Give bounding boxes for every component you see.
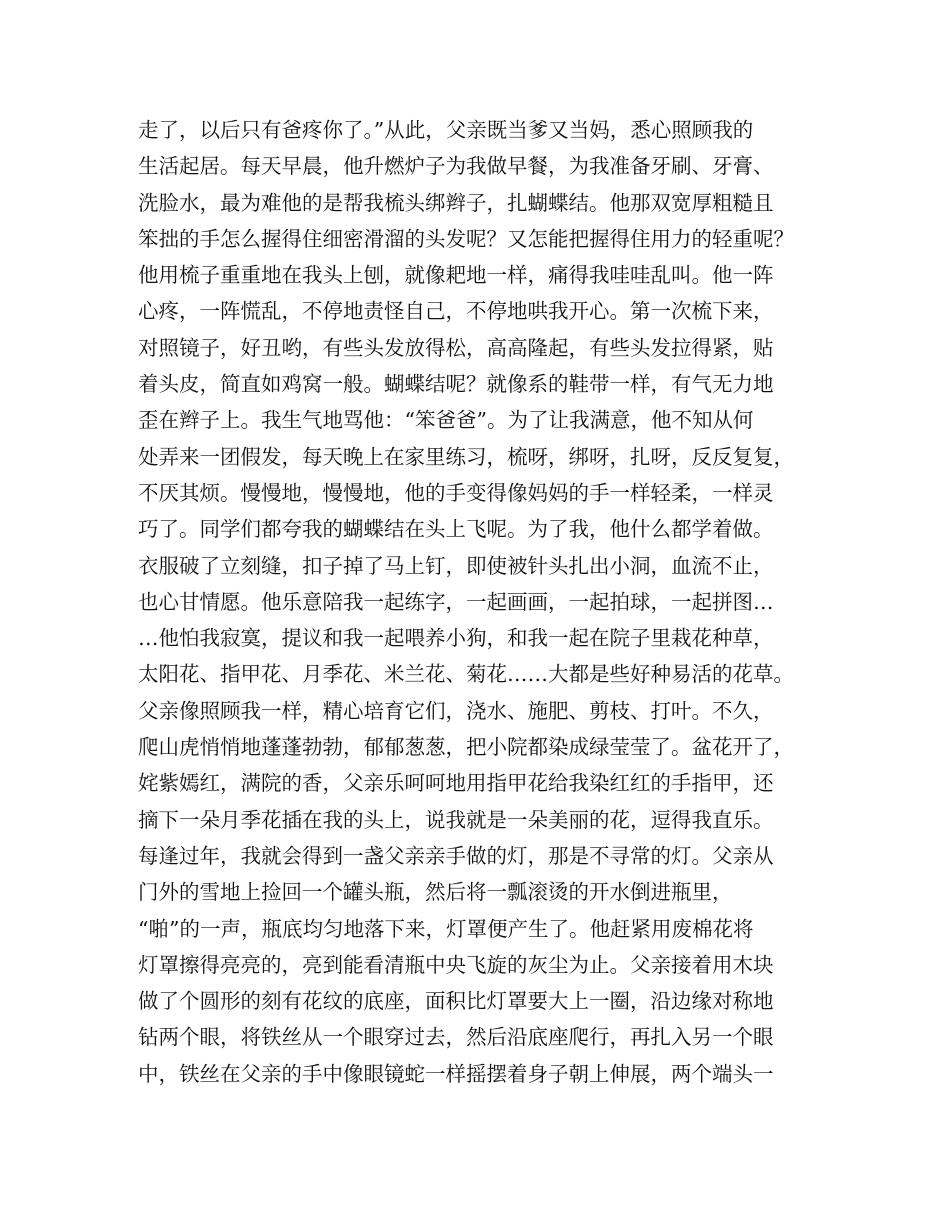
text-line-17: 父亲像照顾我一样，精心培育它们，浇水、施肥、剪枝、打叶。不久， (138, 698, 774, 723)
text-line-27: 中，铁丝在父亲的手中像眼镜蛇一样摇摆着身子朝上伸展，两个端头一 (138, 1061, 774, 1086)
text-line-19: 姹紫嫣红，满院的香，父亲乐呵呵地用指甲花给我染红红的手指甲，还 (138, 771, 774, 796)
text-line-26: 钻两个眼，将铁丝从一个眼穿过去，然后沿底座爬行，再扎入另一个眼 (138, 1025, 774, 1050)
text-line-3: 洗脸水，最为难他的是帮我梳头绑辫子，扎蝴蝶结。他那双宽厚粗糙且 (138, 190, 774, 215)
text-line-20: 摘下一朵月季花插在我的头上，说我就是一朵美丽的花，逗得我直乐。 (138, 807, 774, 832)
text-line-4: 笨拙的手怎么握得住细密滑溜的头发呢？又怎能把握得住用力的轻重呢？ (138, 226, 794, 251)
text-line-10: 处弄来一团假发，每天晚上在家里练习，梳呀，绑呀，扎呀，反反复复， (138, 444, 794, 469)
text-line-23: “啪”的一声，瓶底均匀地落下来，灯罩便产生了。他赶紧用废棉花将 (138, 916, 754, 941)
text-line-22: 门外的雪地上捡回一个罐头瓶，然后将一瓢滚烫的开水倒进瓶里， (138, 880, 733, 905)
text-line-6: 心疼，一阵慌乱，不停地责怪自己，不停地哄我开心。第一次梳下来， (138, 299, 774, 324)
text-line-25: 做了个圆形的刻有花纹的底座，面积比灯罩要大上一圈，沿边缘对称地 (138, 989, 774, 1014)
text-line-24: 灯罩擦得亮亮的，亮到能看清瓶中央飞旋的灰尘为止。父亲接着用木块 (138, 952, 774, 977)
text-line-21: 每逢过年，我就会得到一盏父亲亲手做的灯，那是不寻常的灯。父亲从 (138, 843, 774, 868)
text-line-9: 歪在辫子上。我生气地骂他：“笨爸爸”。为了让我满意，他不知从何 (138, 408, 754, 433)
text-line-15: …他怕我寂寞，提议和我一起喂养小狗，和我一起在院子里栽花种草， (138, 626, 774, 651)
text-line-2: 生活起居。每天早晨，他升燃炉子为我做早餐，为我准备牙刷、牙膏、 (138, 154, 774, 179)
text-line-8: 着头皮，简直如鸡窝一般。蝴蝶结呢？就像系的鞋带一样，有气无力地 (138, 372, 774, 397)
text-line-18: 爬山虎悄悄地蓬蓬勃勃，郁郁葱葱，把小院都染成绿莹莹了。盆花开了， (138, 735, 794, 760)
text-line-16: 太阳花、指甲花、月季花、米兰花、菊花……大都是些好种易活的花草。 (138, 662, 794, 687)
text-line-13: 衣服破了立刻缝，扣子掉了马上钉，即使被针头扎出小洞，血流不止， (138, 553, 774, 578)
text-line-11: 不厌其烦。慢慢地，慢慢地，他的手变得像妈妈的手一样轻柔，一样灵 (138, 480, 774, 505)
text-line-14: 也心甘情愿。他乐意陪我一起练字，一起画画，一起拍球，一起拼图… (138, 589, 774, 614)
text-line-1: 走了，以后只有爸疼你了。”从此，父亲既当爹又当妈，悉心照顾我的 (138, 118, 754, 142)
text-line-12: 巧了。同学们都夸我的蝴蝶结在头上飞呢。为了我，他什么都学着做。 (138, 517, 774, 542)
text-line-7: 对照镜子，好丑哟，有些头发放得松，高高隆起，有些头发拉得紧，贴 (138, 335, 774, 360)
text-line-5: 他用梳子重重地在我头上刨，就像耙地一样，痛得我哇哇乱叫。他一阵 (138, 263, 774, 288)
body-text (138, 112, 828, 1092)
